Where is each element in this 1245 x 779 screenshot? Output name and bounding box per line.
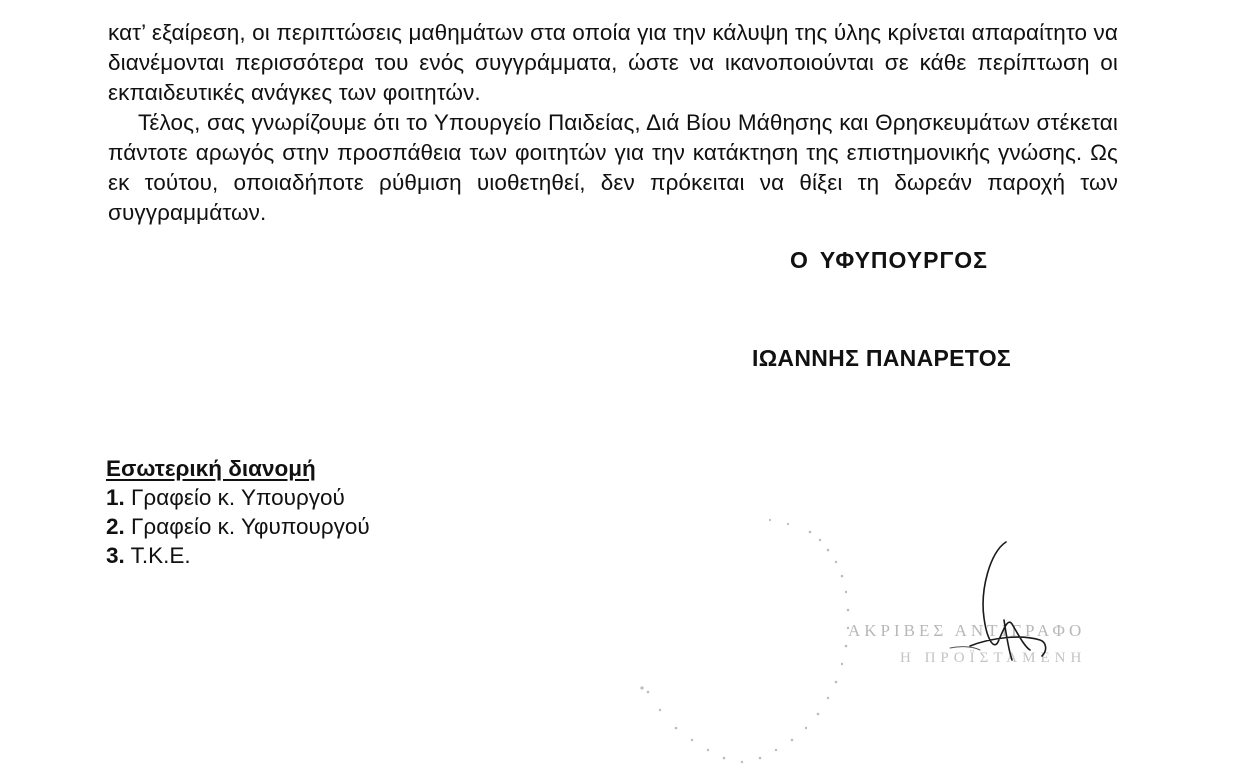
handwritten-signature: [970, 542, 1046, 660]
signatory-name: ΙΩΑΝΝΗΣ ΠΑΝΑΡΕΤΟΣ: [752, 345, 1012, 371]
internal-distribution: [106, 454, 370, 570]
body-paragraph: Τέλος, σας γνωρίζουμε ότι το Υπουργείο Παιδείας, Διά Βίου Μάθησης και Θρησκευμάτων στέκεται πάντοτε αρωγός στην προσπάθεια των φοιτητών για την κατάκτηση της επιστημονικής γνώσης. Ως εκ τούτου, οποιαδήποτε ρύθμιση υιοθετηθεί, δεν πρόκειται να θίξει τη δωρεάν παροχή των συγγραμμάτων.: [108, 110, 1118, 225]
list-item: [106, 541, 370, 570]
stamp-text-line1: ΑΚΡΙΒΕΣ ΑΝΤΙΓΡΑΦΟ: [848, 621, 1086, 640]
list-item: [106, 512, 370, 541]
letter-body: [108, 18, 1118, 228]
signatory-title: Ο ΥΦΥΠΟΥΡΓΟΣ: [790, 247, 988, 273]
body-paragraph: κατ’ εξαίρεση, οι περιπτώσεις μαθημάτων στα οποία για την κάλυψη της ύλης κρίνεται απαραίτητο να διανέμονται περισσότερα του ενός συγγράμματα, ώστε να ικανοποιούνται σε κάθε περίπτωση οι εκπαιδευτικές ανάγκες των φοιτητών.: [108, 20, 1118, 105]
distribution-heading: Εσωτερική διανομή: [106, 456, 316, 481]
item-text: Γραφείο κ. Υφυπουργού: [131, 514, 370, 539]
list-item: [106, 483, 370, 512]
distribution-list: [106, 483, 370, 570]
seal-arc: [640, 519, 849, 763]
item-text: Γραφείο κ. Υπουργού: [131, 485, 345, 510]
stamp-text-line2: Η ΠΡΟΪΣΤΑΜΕΝΗ: [900, 650, 1087, 666]
item-number: 1.: [106, 485, 125, 510]
official-stamp: [620, 500, 1180, 779]
stamp-and-signature: [620, 500, 1180, 779]
item-text: Τ.Κ.Ε.: [130, 543, 191, 568]
item-number: 3.: [106, 543, 125, 568]
item-number: 2.: [106, 514, 125, 539]
